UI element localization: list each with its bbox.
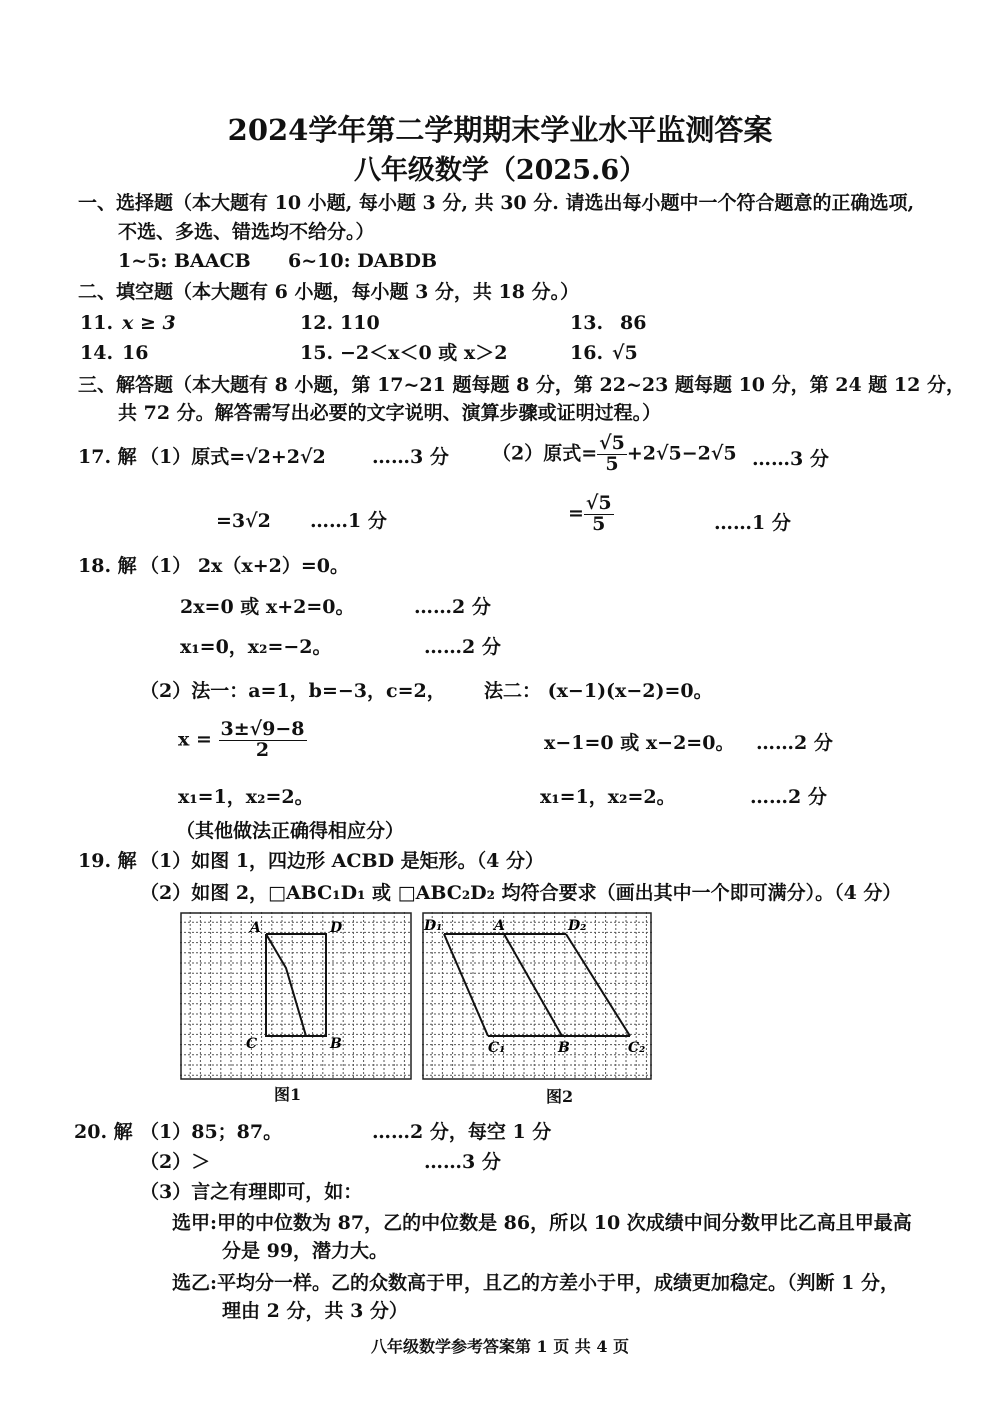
figure-2-grid bbox=[422, 912, 652, 1080]
fig2-label-d2: D₂ bbox=[568, 918, 587, 934]
q18-part1-line2-score: ……2 分 bbox=[414, 596, 491, 618]
choice-answers-1-5: 1~5: BAACB bbox=[118, 250, 251, 272]
q18-part1-line3-score: ……2 分 bbox=[424, 636, 501, 658]
fig2-label-d1: D₁ bbox=[424, 918, 443, 934]
q16-answer: √5 bbox=[612, 342, 638, 364]
q17-part2-result: = $\frac{√5}{5}$ bbox=[568, 492, 612, 535]
q20-choice-a-line2: 分是 99，潜力大。 bbox=[222, 1240, 389, 1262]
q18-note: （其他做法正确得相应分） bbox=[176, 820, 405, 842]
figure-2-border bbox=[423, 913, 651, 1079]
q20-part1-score: ……2 分，每空 1 分 bbox=[372, 1121, 552, 1143]
section1-heading-cont: 不选、多选、错选均不给分。） bbox=[118, 221, 375, 243]
q12-number: 12. bbox=[300, 312, 334, 334]
figure-2-caption: 图2 bbox=[546, 1087, 574, 1106]
q20-part2-score: ……3 分 bbox=[424, 1151, 501, 1173]
choice-answers-6-10: 6~10: DABDB bbox=[288, 250, 438, 272]
q18-method1-numerator: 3±√9−8 bbox=[220, 718, 305, 740]
fig1-label-b: B bbox=[330, 1036, 342, 1052]
q16-number: 16. bbox=[570, 342, 604, 364]
q17-part2-result-score: ……1 分 bbox=[714, 512, 791, 534]
q18-part1-line2: 2x=0 或 x+2=0。 bbox=[180, 596, 355, 618]
figure-2-edge-d2c2 bbox=[566, 934, 630, 1036]
q19-part1: （1）如图 1，四边形 ACBD 是矩形。（4 分） bbox=[140, 850, 545, 872]
q18-method2-result-score: ……2 分 bbox=[750, 786, 827, 808]
q17-part2-denominator: 5 bbox=[605, 452, 619, 475]
q18-method1-denominator: 2 bbox=[255, 738, 270, 761]
q18-method1-line1: （2）法一：a=1，b=−3，c=2， bbox=[140, 680, 446, 702]
fig1-label-c: C bbox=[246, 1036, 258, 1052]
figure-1-grid bbox=[180, 912, 412, 1080]
page-subtitle: 八年级数学（2025.6） bbox=[353, 155, 647, 186]
q17-part2-result-denominator: 5 bbox=[592, 512, 606, 535]
q17-label: 17. 解 bbox=[78, 446, 137, 468]
q18-method2-line2: x−1=0 或 x−2=0。 bbox=[544, 732, 735, 754]
figure-1-parallelogram bbox=[266, 934, 326, 1036]
fig2-label-c2: C₂ bbox=[628, 1040, 646, 1056]
q20-part3: （3）言之有理即可，如： bbox=[140, 1181, 363, 1203]
fig1-label-a: A bbox=[250, 920, 261, 936]
q20-part2: （2）＞ bbox=[140, 1151, 211, 1173]
q18-method2-line1: 法二： (x−1)(x−2)=0。 bbox=[484, 680, 713, 702]
q19-part2: （2）如图 2，□ABC₁D₁ 或 □ABC₂D₂ 均符合要求（画出其中一个即可满分）。（4 分） bbox=[140, 882, 902, 904]
q20-part1: （1）85；87。 bbox=[140, 1121, 283, 1143]
q14-answer: 16 bbox=[122, 342, 149, 364]
q15-number: 15. bbox=[300, 342, 334, 364]
q18-label: 18. 解 bbox=[78, 555, 137, 577]
q17-part2-score: ……3 分 bbox=[752, 448, 829, 470]
q13-number: 13. bbox=[570, 312, 604, 334]
q15-answer: −2＜x＜0 或 x＞2 bbox=[340, 342, 508, 364]
q18-part1-line3: x₁=0，x₂=−2。 bbox=[180, 636, 332, 658]
section2-heading: 二、填空题（本大题有 6 小题，每小题 3 分，共 18 分。） bbox=[78, 281, 580, 303]
q20-choice-b-line1: 选乙:平均分一样。乙的众数高于甲，且乙的方差小于甲，成绩更加稳定。（判断 1 分， bbox=[172, 1272, 899, 1294]
fig1-label-d: D bbox=[330, 920, 343, 936]
q18-method1-x: x = bbox=[178, 728, 212, 751]
figure-2-edge-d1c1 bbox=[444, 934, 488, 1036]
figure-1-caption: 图1 bbox=[274, 1085, 302, 1104]
q20-choice-b-line2: 理由 2 分，共 3 分） bbox=[222, 1300, 408, 1322]
q17-part2-result-numerator: √5 bbox=[585, 492, 612, 514]
q17-part2-suffix: +2√5−2√5 bbox=[626, 442, 737, 465]
q18-method2-result: x₁=1，x₂=2。 bbox=[540, 786, 676, 808]
q18-part1-line1: （1） 2x（x+2）=0。 bbox=[140, 555, 349, 577]
q17-part2-prefix: （2）原式= bbox=[492, 442, 598, 465]
q11-answer: x ≥ 3 bbox=[122, 312, 176, 334]
q18-method1-fraction bbox=[219, 720, 307, 761]
q17-part2-fraction bbox=[597, 434, 627, 475]
q17-part1-result: =3√2 bbox=[216, 510, 271, 532]
q13-answer: 86 bbox=[620, 312, 647, 334]
q20-label: 20. 解 bbox=[74, 1121, 133, 1143]
q14-number: 14. bbox=[80, 342, 114, 364]
q17-part1: （1）原式=√2+2√2 bbox=[140, 446, 326, 468]
fig2-label-c1: C₁ bbox=[488, 1040, 506, 1056]
q11-number: 11. bbox=[80, 312, 114, 334]
q17-part1-score: ……3 分 bbox=[372, 446, 449, 468]
q17-part2 bbox=[492, 434, 737, 475]
fig2-label-a: A bbox=[494, 918, 505, 934]
figure-1 bbox=[180, 912, 412, 1080]
q20-choice-a-line1: 选甲:甲的中位数为 87，乙的中位数是 86，所以 10 次成绩中间分数甲比乙高且甲最高 bbox=[172, 1212, 912, 1234]
q18-method1-result: x₁=1，x₂=2。 bbox=[178, 786, 314, 808]
figure-2-edge-ab bbox=[504, 934, 562, 1036]
q12-answer: 110 bbox=[340, 312, 380, 334]
page-title: 2024学年第二学期期末学业水平监测答案 bbox=[227, 113, 773, 147]
fig2-label-b: B bbox=[558, 1040, 570, 1056]
q17-part2-numerator: √5 bbox=[599, 432, 625, 454]
q17-part1-result-score: ……1 分 bbox=[310, 510, 387, 532]
section1-heading: 一、选择题（本大题有 10 小题, 每小题 3 分, 共 30 分. 请选出每小题中一个符合题意的正确选项, bbox=[78, 192, 915, 214]
q19-label: 19. 解 bbox=[78, 850, 137, 872]
section3-heading-cont: 共 72 分。解答需写出必要的文字说明、演算步骤或证明过程。） bbox=[118, 402, 662, 424]
figure-2 bbox=[422, 912, 652, 1080]
section3-heading: 三、解答题（本大题有 8 小题，第 17~21 题每题 8 分，第 22~23 题每题 10 分，第 24 题 12 分， bbox=[78, 374, 965, 396]
q17-part2-result-fraction bbox=[584, 494, 614, 535]
q18-method1-formula bbox=[178, 720, 307, 761]
figure-1-border bbox=[181, 913, 411, 1079]
page-footer: 八年级数学参考答案第 1 页 共 4 页 bbox=[370, 1337, 630, 1356]
q18-method2-line2-score: ……2 分 bbox=[756, 732, 833, 754]
